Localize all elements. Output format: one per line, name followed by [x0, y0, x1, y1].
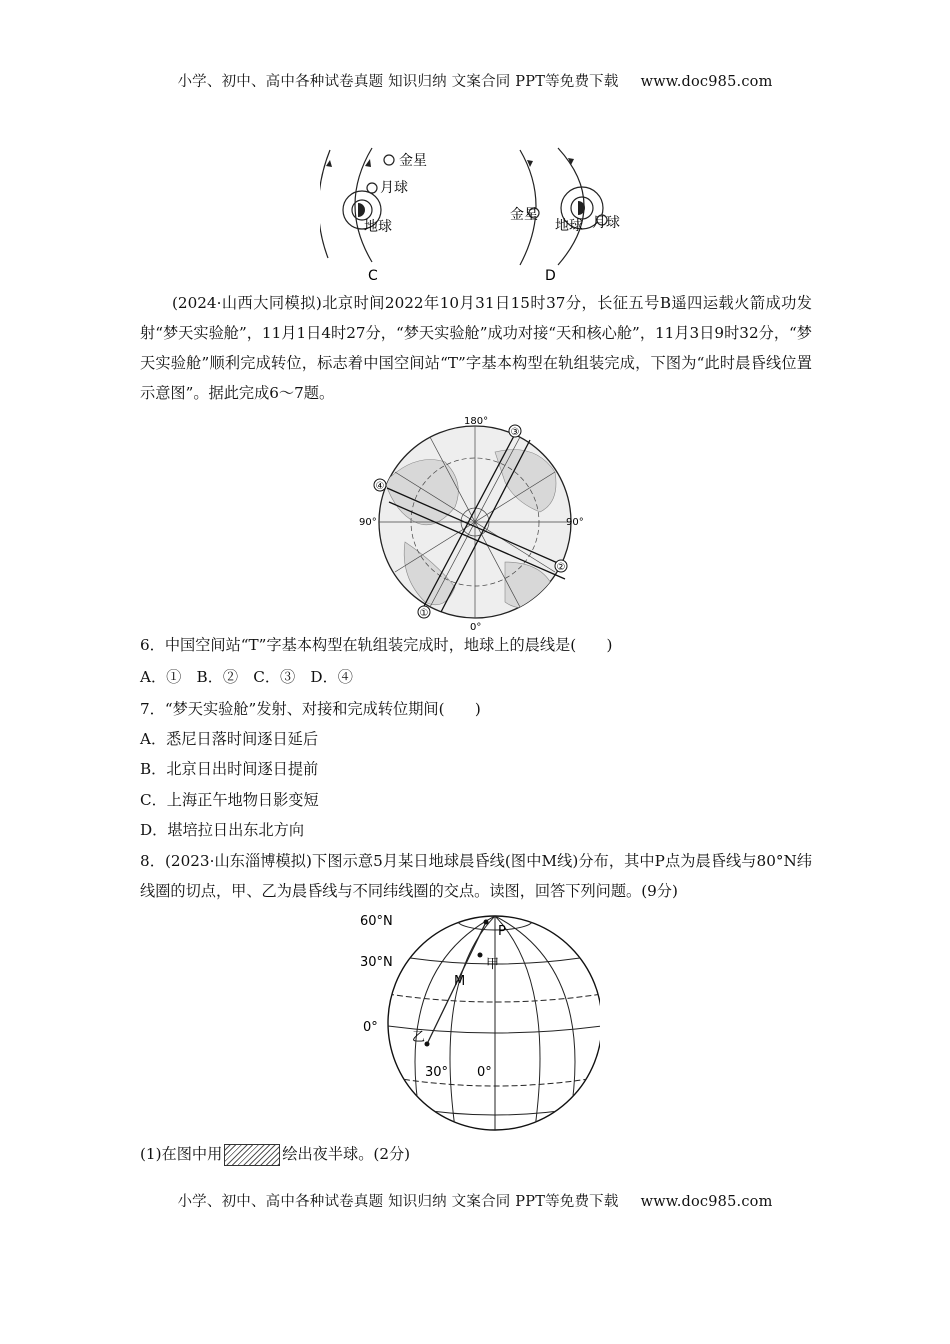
q7-option-d: D．堪培拉日出东北方向 — [140, 821, 305, 839]
q8-sub1 — [140, 1143, 410, 1166]
q7-option-c: C．上海正午地物日影变短 — [140, 791, 319, 809]
header-text: 小学、初中、高中各种试卷真题 知识归纳 文案合同 PPT等免费下载 — [177, 74, 619, 90]
lon-30-label: 30° — [425, 1065, 449, 1080]
q6-options: A．① B．② C．③ D．④ — [140, 668, 353, 686]
point-yi-label: 乙 — [412, 1030, 426, 1045]
page-header — [0, 70, 950, 91]
q8-sub1-text-b: 绘出夜半球。(2分) — [282, 1145, 411, 1163]
d-earth-label: 地球 — [555, 218, 583, 234]
figure-c-d — [320, 140, 640, 290]
c-moon-label: 月球 — [380, 180, 408, 196]
lat-30-label: 30°N — [360, 955, 393, 970]
lat-60-label: 60°N — [360, 914, 393, 929]
lon-180-label: 180° — [464, 416, 489, 427]
q7-option-a: A．悉尼日落时间逐日延后 — [140, 730, 319, 748]
point-p-label: P — [498, 924, 506, 939]
c-caption: C — [368, 268, 378, 284]
d-caption: D — [545, 268, 556, 284]
c-earth-label: 地球 — [364, 219, 392, 235]
lat-0-label: 0° — [363, 1020, 378, 1035]
lon-90-left-label: 90° — [359, 517, 377, 528]
q7-stem: 7．“梦天实验舱”发射、对接和完成转位期间( ) — [140, 700, 481, 718]
header-site: www.doc985.com — [640, 74, 773, 90]
line-m-label: M — [454, 974, 466, 989]
footer-text: 小学、初中、高中各种试卷真题 知识归纳 文案合同 PPT等免费下载 — [177, 1194, 619, 1210]
lon-0-label-globe: 0° — [477, 1065, 492, 1080]
c-venus-label: 金星 — [399, 153, 427, 169]
line-3-label: ③ — [510, 427, 520, 438]
d-moon-label: 月球 — [592, 215, 620, 231]
lon-90-right-label: 90° — [566, 517, 584, 528]
hatch-swatch-icon — [224, 1144, 280, 1166]
page-footer — [0, 1190, 950, 1211]
q8-sub1-text-a: (1)在图中用 — [140, 1145, 223, 1163]
lon-0-label: 0° — [470, 622, 482, 633]
figure-globe — [355, 908, 600, 1138]
intro-paragraph: (2024·山西大同模拟)北京时间2022年10月31日15时37分，长征五号B遥四运载火箭成功发射“梦天实验舱”，11月1日4时27分，“梦天实验舱”成功对接“天和核心舱”，11月3日9时32分，“梦天实验舱”顺利完成转位，标志着中国空间站“T”字基本构型在轨组装完成，下图为“此时晨昏线位置示意图”。据此完成6～7题。 — [140, 294, 812, 402]
line-4-label: ④ — [375, 481, 385, 492]
q6-stem: 6．中国空间站“T”字基本构型在轨组装完成时，地球上的晨线是( ) — [140, 636, 613, 654]
d-venus-label: 金星 — [510, 207, 538, 223]
line-1-label: ① — [419, 608, 429, 619]
footer-site: www.doc985.com — [640, 1194, 773, 1210]
point-jia-label: 甲 — [486, 957, 500, 972]
figure-polar — [355, 412, 595, 634]
q7-option-b: B．北京日出时间逐日提前 — [140, 760, 319, 778]
line-2-label: ② — [556, 562, 566, 573]
q8-stem: 8．(2023·山东淄博模拟)下图示意5月某日地球晨昏线(图中M线)分布，其中P点为晨昏线与80°N纬线圈的切点，甲、乙为晨昏线与不同纬线圈的交点。读图，回答下列问题。(9分) — [140, 852, 812, 900]
